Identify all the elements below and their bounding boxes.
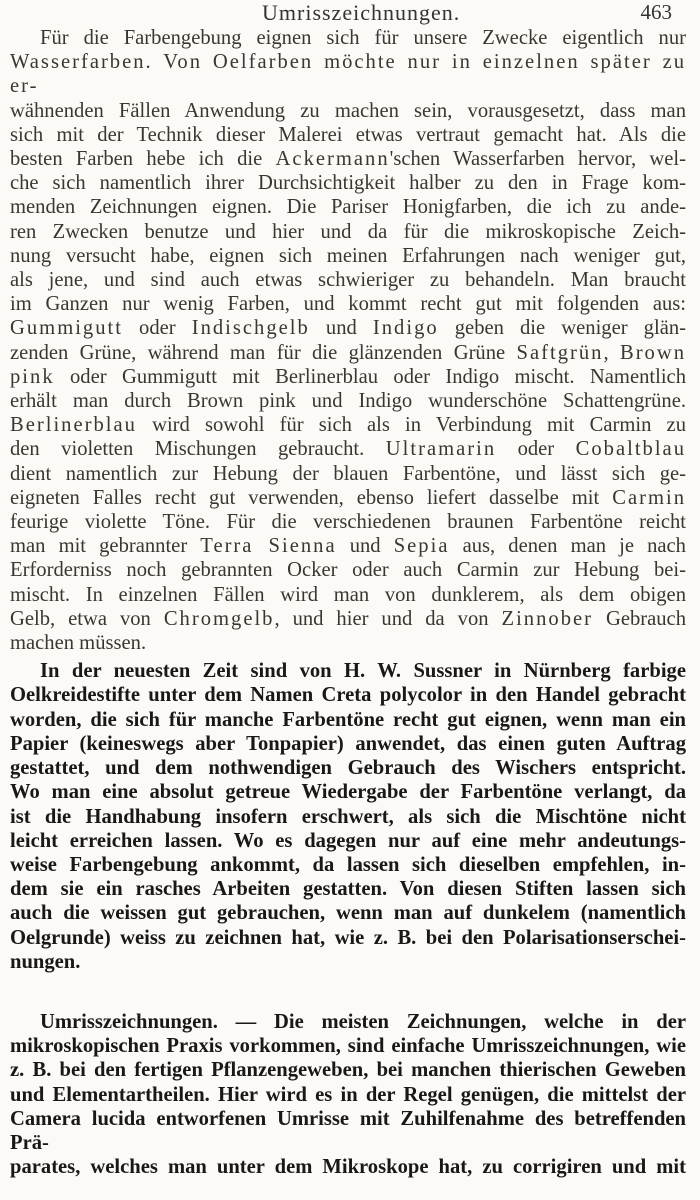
- paragraph-watercolours: [10, 26, 686, 655]
- text-line: feurige violette Töne. Für die verschiedenen braunen Farbentöne reicht: [10, 511, 686, 534]
- body-text: [10, 26, 686, 1179]
- text-line: Wo man eine absolut getreue Wiedergabe der Farbentöne verlangt, da: [10, 781, 686, 804]
- text-line: weise Farbengebung ankommt, da lassen sich dieselben empfehlen, in-: [10, 853, 686, 876]
- text-line: erhält man durch Brown pink und Indigo wunderschöne Schattengrüne.: [10, 390, 686, 413]
- text-line: In der neuesten Zeit sind von H. W. Sussner in Nürnberg farbige: [40, 660, 686, 683]
- text-line: sich mit der Technik dieser Malerei etwas vertraut gemacht hat. Als die: [10, 123, 686, 146]
- text-line: wähnenden Fällen Anwendung zu machen sein, vorausgesetzt, dass man: [10, 99, 686, 122]
- text-line: Wasserfarben. Von Oelfarben möchte nur in einzelnen später zu er-: [10, 51, 686, 98]
- text-line: machen müssen.: [10, 632, 147, 655]
- text-line: Für die Farbengebung eignen sich für unsere Zwecke eigentlich nur: [40, 27, 686, 49]
- text-line: nung versucht habe, eignen sich meinen Erfahrungen nach weniger gut,: [10, 244, 686, 267]
- running-title: Umrisszeichnungen.: [262, 0, 461, 25]
- page-header: [10, 0, 686, 26]
- text-line: mischt. In einzelnen Fällen wird man von dunklerem, als dem obigen: [10, 583, 686, 606]
- text-line: und Elementartheilen. Hier wird es in der Regel genügen, die mittelst der: [10, 1083, 686, 1106]
- text-line: gestattet, und dem nothwendigen Gebrauch des Wischers entspricht.: [10, 757, 686, 780]
- text-line: Gummigutt oder Indischgelb und Indigo geben die weniger glän-: [10, 317, 686, 340]
- text-line: pink oder Gummigutt mit Berlinerblau oder Indigo mischt. Namentlich: [10, 365, 686, 388]
- text-line: im Ganzen nur wenig Farben, und kommt recht gut mit folgenden aus:: [10, 293, 686, 316]
- text-line: nungen.: [10, 950, 81, 973]
- text-line: Umrisszeichnungen. — Die meisten Zeichnungen, welche in der: [40, 1010, 686, 1033]
- text-line: Oelkreidestifte unter dem Namen Creta polycolor in den Handel gebracht: [10, 684, 686, 707]
- text-line: Papier (keineswegs aber Tonpapier) anwendet, das einen guten Auftrag: [10, 732, 686, 755]
- text-line: parates, welches man unter dem Mikroskope hat, zu corrigiren und mit: [10, 1156, 686, 1179]
- text-line: Camera lucida entworfenen Umrisse mit Zuhilfenahme des betreffenden Prä-: [10, 1107, 686, 1154]
- text-line: z. B. bei den fertigen Pflanzengeweben, bei manchen thierischen Geweben: [10, 1059, 686, 1082]
- text-line: den violetten Mischungen gebraucht. Ultramarin oder Cobaltblau: [10, 438, 686, 461]
- text-line: Oelgrunde) weiss zu zeichnen hat, wie z. B. bei den Polarisationserschei-: [10, 926, 686, 949]
- text-line: dem sie ein rasches Arbeiten gestatten. Von diesen Stiften lassen sich: [10, 878, 686, 901]
- page-number: 463: [640, 0, 672, 24]
- text-line: zenden Grüne, während man für die glänzenden Grüne Saftgrün, Brown: [10, 341, 687, 364]
- paragraph-crayons: [10, 659, 686, 974]
- text-line: ren Zwecken benutze und hier und da für die mikroskopische Zeich-: [10, 220, 686, 243]
- text-line: worden, die sich für manche Farbentöne recht gut eignen, wenn man ein: [10, 708, 686, 731]
- text-line: als jene, und sind auch etwas schwieriger zu behandeln. Man braucht: [10, 269, 686, 292]
- text-line: dient namentlich zur Hebung der blauen Farbentöne, und lässt sich ge-: [10, 462, 686, 485]
- text-line: Berlinerblau wird sowohl für sich als in Verbindung mit Carmin zu: [10, 414, 686, 437]
- section-heading: Umrisszeichnungen.: [40, 1010, 218, 1033]
- text-line: leicht erreichen lassen. Wo es dagegen nur auf eine mehr andeutungs-: [10, 829, 686, 852]
- text-line: man mit gebrannter Terra Sienna und Sepia aus, denen man je nach: [10, 535, 686, 558]
- text-line: mikroskopischen Praxis vorkommen, sind einfache Umrisszeichnungen, wie: [10, 1035, 686, 1058]
- text-line: ist die Handhabung insofern erschwert, als sich die Mischtöne nicht: [10, 805, 686, 828]
- text-line: auch die weissen gut gebrauchen, wenn man auf dunkelem (namentlich: [10, 902, 686, 925]
- text-line: che sich namentlich ihrer Durchsichtigkeit halber zu den in Frage kom-: [10, 172, 686, 195]
- text-line: Gelb, etwa von Chromgelb, und hier und da von Zinnober Gebrauch: [10, 607, 686, 630]
- text-line: eigneten Falles recht gut verwenden, ebenso liefert dasselbe mit Carmin: [10, 486, 686, 509]
- text-line: Erforderniss noch gebrannten Ocker oder auch Carmin zur Hebung bei-: [10, 559, 686, 582]
- text-line: menden Zeichnungen eignen. Die Pariser Honigfarben, die ich zu ande-: [10, 196, 686, 219]
- text-line: besten Farben hebe ich die Ackermann'schen Wasserfarben hervor, wel-: [10, 148, 686, 171]
- paragraph-outline-drawings: [10, 1010, 686, 1179]
